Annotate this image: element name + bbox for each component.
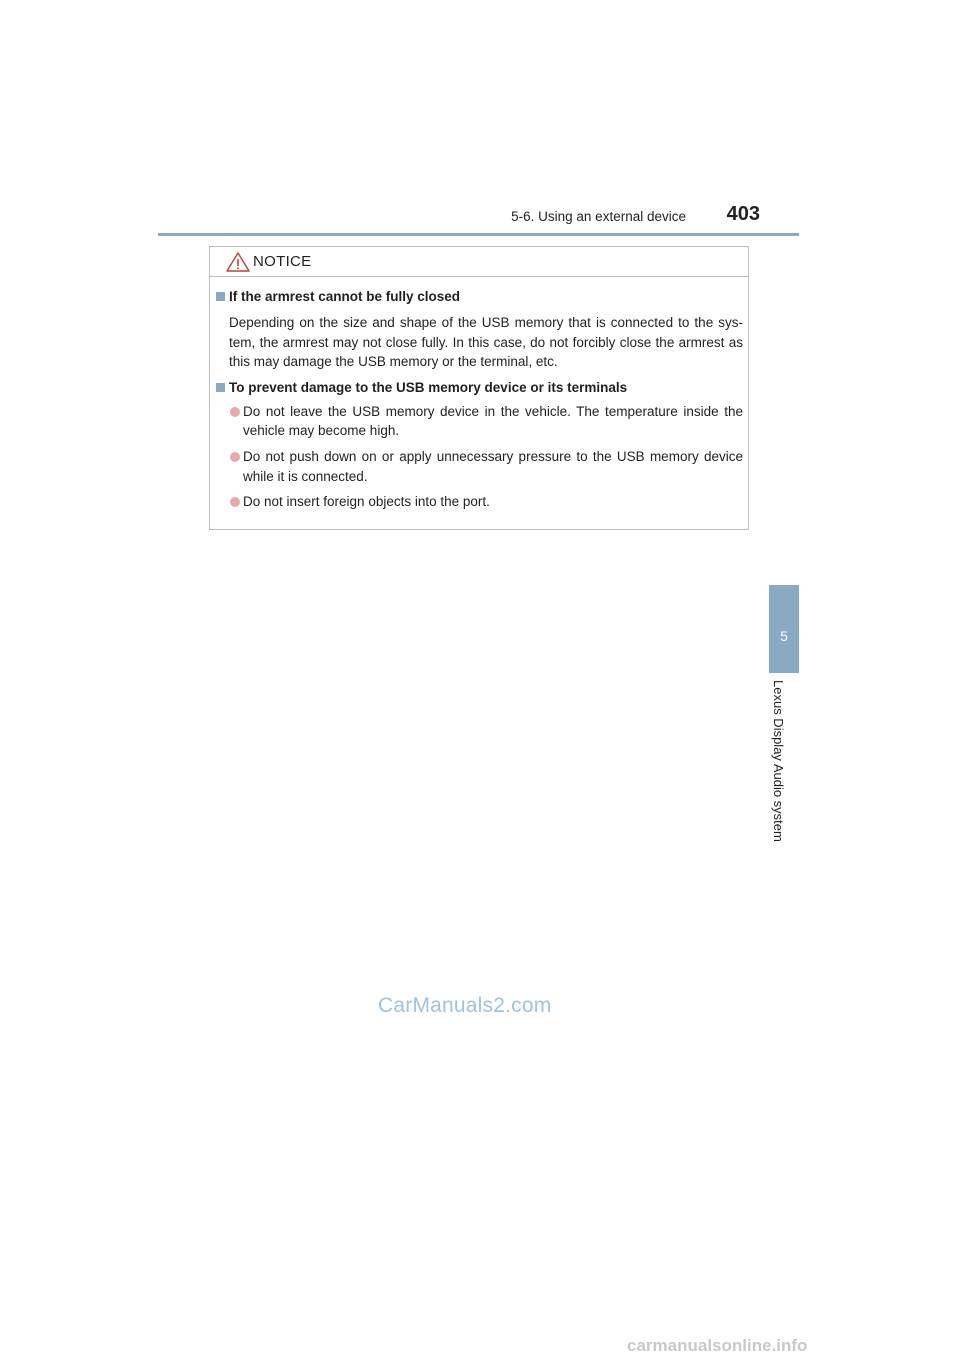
subheading-usb-damage xyxy=(216,378,743,398)
list-item xyxy=(216,402,743,441)
warning-triangle-icon xyxy=(226,252,250,272)
watermark-carmanualsonline: carmanualsonline.info xyxy=(627,1336,808,1355)
subheading-armrest xyxy=(216,287,743,307)
bullet-list xyxy=(216,402,743,512)
square-bullet-icon xyxy=(216,383,225,392)
notice-box xyxy=(209,246,749,530)
list-item-text: Do not leave the USB memory device in the vehicle. The temperature inside the vehicle may become high. xyxy=(243,403,743,439)
paragraph-armrest: Depending on the size and shape of the USB memory that is connected to the sys-tem, the armrest may not close fully. In this case, do not forcibly close the armrest as this may damage the USB memory or the terminal, etc. xyxy=(229,315,743,370)
page-number: 403 xyxy=(726,203,760,225)
list-item xyxy=(216,492,743,512)
watermark-carmanuals2: CarManuals2.com xyxy=(378,994,552,1017)
list-item-text: Do not push down on or apply unnecessary pressure to the USB memory device while it is connected. xyxy=(243,448,743,484)
notice-title: NOTICE xyxy=(253,253,312,270)
round-bullet-icon xyxy=(230,497,240,507)
notice-body xyxy=(216,287,743,518)
square-bullet-icon xyxy=(216,292,225,301)
subheading-text: If the armrest cannot be fully closed xyxy=(229,289,461,304)
subheading-text: To prevent damage to the USB memory device or its terminals xyxy=(229,379,628,395)
section-title: 5-6. Using an external device xyxy=(511,209,686,224)
notice-header xyxy=(210,247,748,277)
round-bullet-icon xyxy=(230,452,240,462)
list-item xyxy=(216,447,743,486)
round-bullet-icon xyxy=(230,407,240,417)
chapter-number: 5 xyxy=(780,628,788,644)
header-rule xyxy=(158,233,799,236)
list-item-text: Do not insert foreign objects into the port. xyxy=(243,494,490,510)
chapter-title: Lexus Display Audio system xyxy=(771,680,786,842)
